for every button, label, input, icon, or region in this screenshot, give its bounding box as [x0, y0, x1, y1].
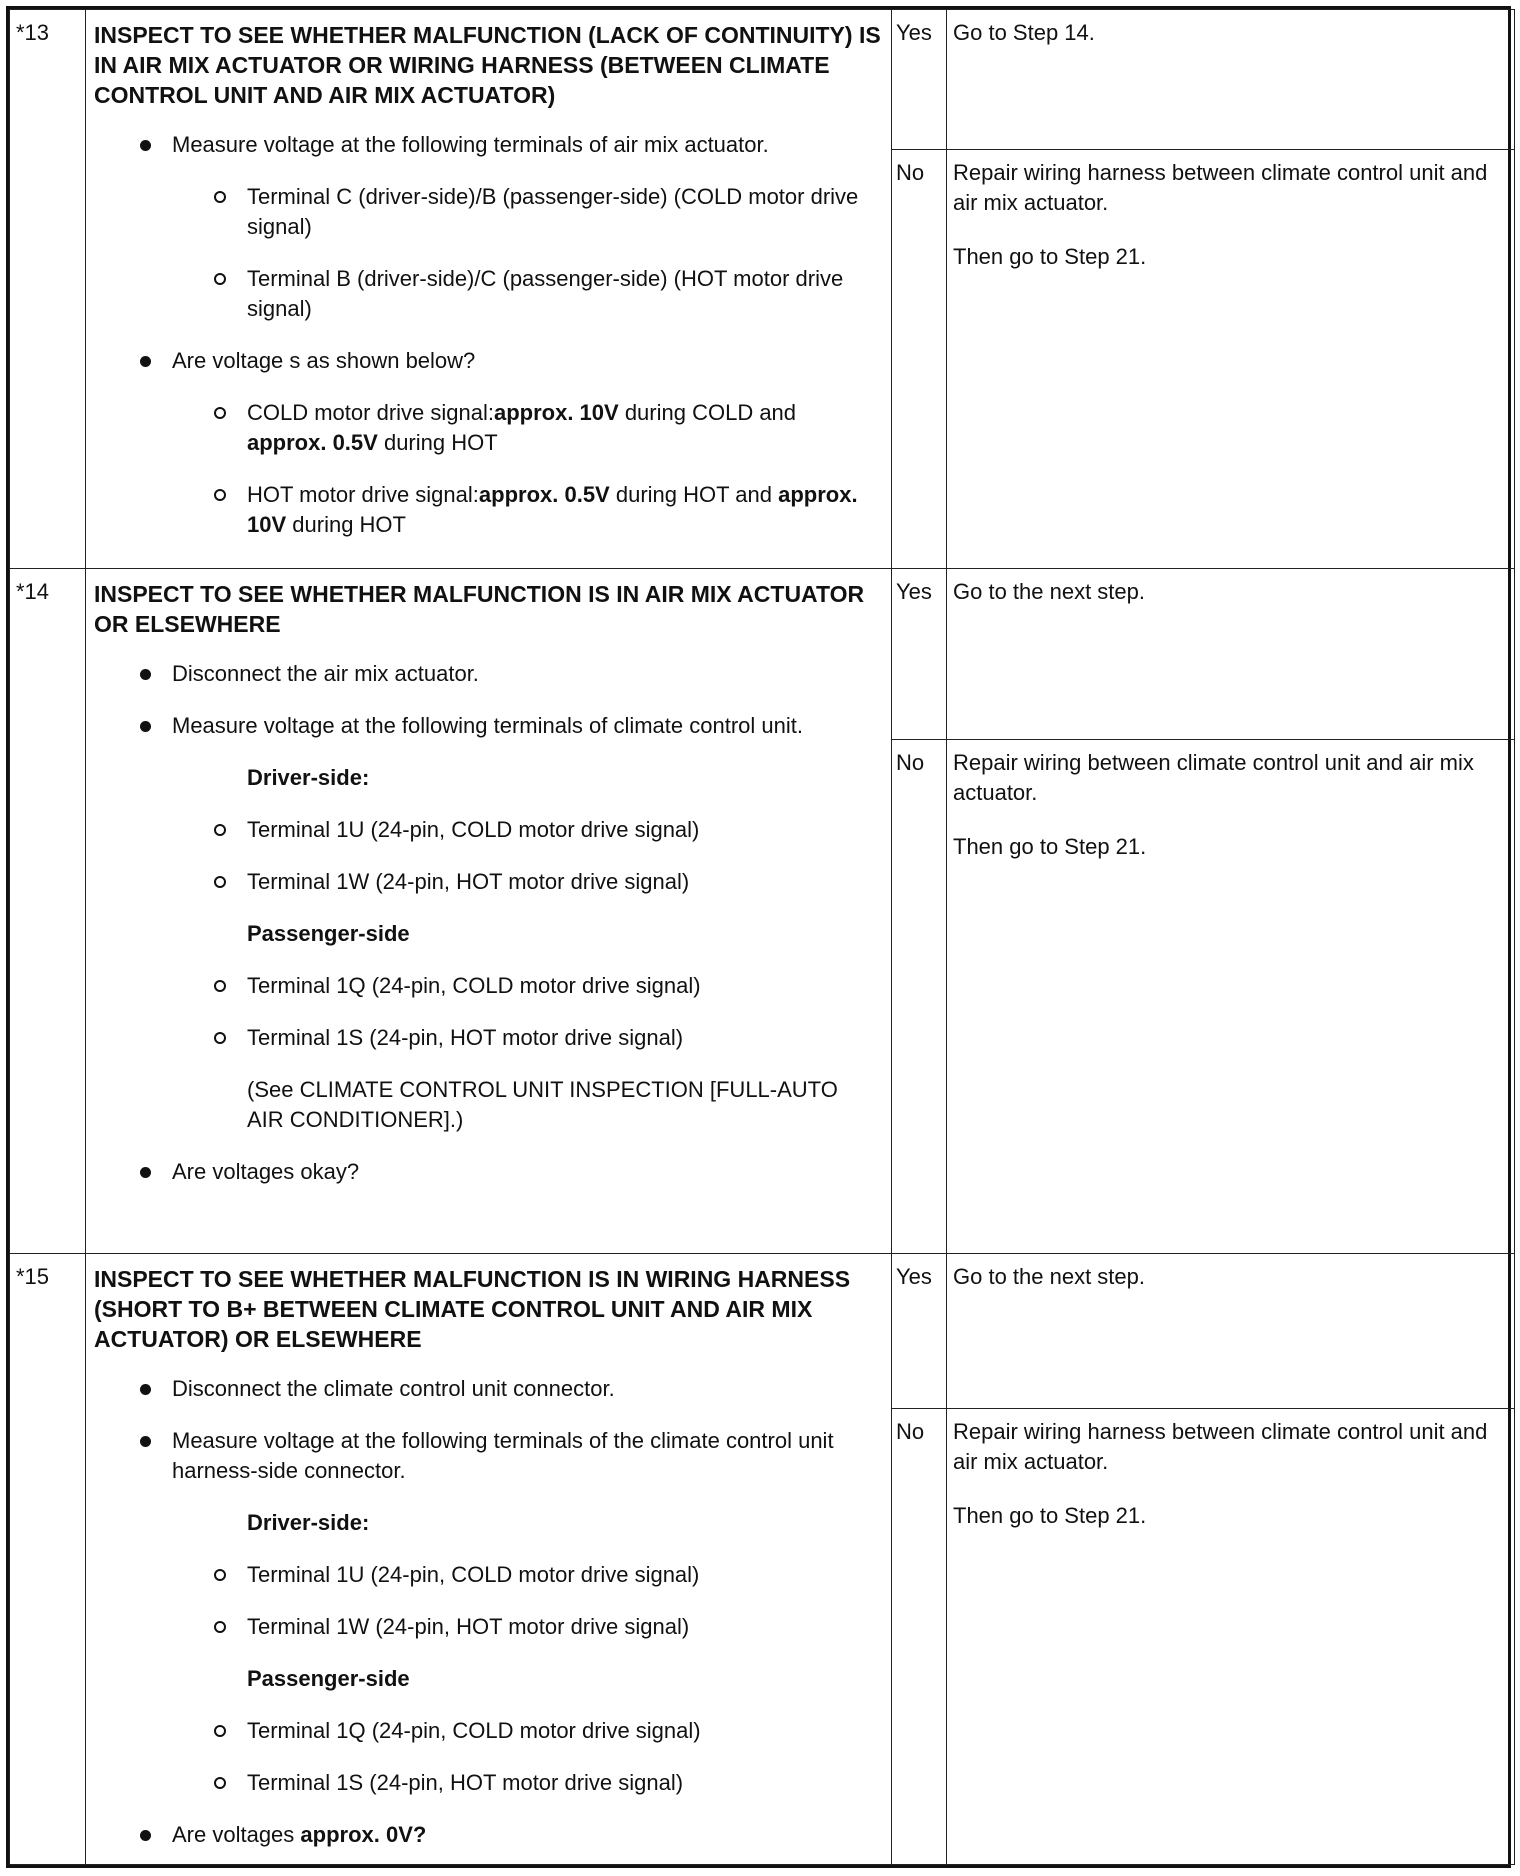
bullet-item: Disconnect the climate control unit connector. [94, 1374, 883, 1404]
bullet-icon [140, 721, 151, 732]
ring-bullet-icon [214, 876, 226, 888]
no-then: Then go to Step 21. [953, 244, 1147, 269]
side-heading: Driver-side: [247, 1510, 370, 1535]
side-heading: Driver-side: [247, 765, 370, 790]
sub-item: Terminal 1S (24-pin, HOT motor drive signal) [94, 1023, 883, 1053]
step-number: *14 [10, 569, 86, 1254]
sub-item: Terminal 1U (24-pin, COLD motor drive signal) [94, 1560, 883, 1590]
bullet-icon [140, 1830, 151, 1841]
ring-bullet-icon [214, 407, 226, 419]
sub-item: HOT motor drive signal:approx. 0.5V during HOT and approx. 10V during HOT [94, 480, 883, 540]
no-label: No [892, 740, 947, 1254]
bullet-icon [140, 1167, 151, 1178]
yes-label: Yes [892, 1254, 947, 1409]
yes-action: Go to the next step. [947, 1254, 1515, 1409]
sub-item: Terminal 1W (24-pin, HOT motor drive signal) [94, 867, 883, 897]
side-heading: Passenger-side [247, 1666, 410, 1691]
bullet-item: Are voltages approx. 0V? [94, 1820, 883, 1850]
bullet-icon [140, 1436, 151, 1447]
step-number: *15 [10, 1254, 86, 1865]
step-15-body [86, 1254, 892, 1865]
yes-label: Yes [892, 569, 947, 740]
step-13-yes-row [10, 10, 1515, 150]
step-title: INSPECT TO SEE WHETHER MALFUNCTION (LACK OF CONTINUITY) IS IN AIR MIX ACTUATOR OR WIRING HARNESS (BETWEEN CLIMATE CONTROL UNIT AND AIR MIX ACTUATOR) [94, 22, 881, 108]
bullet-item: Are voltages okay? [94, 1157, 883, 1187]
ring-bullet-icon [214, 273, 226, 285]
bullet-icon [140, 356, 151, 367]
ring-bullet-icon [214, 1621, 226, 1633]
no-action: Repair wiring harness between climate control unit and air mix actuator. [953, 160, 1488, 215]
no-action-cell [947, 740, 1515, 1254]
yes-label: Yes [892, 10, 947, 150]
no-action: Repair wiring harness between climate control unit and air mix actuator. [953, 1419, 1488, 1474]
no-action: Repair wiring between climate control unit and air mix actuator. [953, 750, 1474, 805]
bullet-icon [140, 1384, 151, 1395]
sub-item: Terminal 1Q (24-pin, COLD motor drive signal) [94, 971, 883, 1001]
sub-item: Terminal 1Q (24-pin, COLD motor drive signal) [94, 1716, 883, 1746]
no-then: Then go to Step 21. [953, 1503, 1147, 1528]
sub-item: COLD motor drive signal:approx. 10V during COLD and approx. 0.5V during HOT [94, 398, 883, 458]
no-then: Then go to Step 21. [953, 834, 1147, 859]
ring-bullet-icon [214, 980, 226, 992]
step-15-yes-row [10, 1254, 1515, 1409]
sub-item: Terminal B (driver-side)/C (passenger-side) (HOT motor drive signal) [94, 264, 883, 324]
reference-note: (See CLIMATE CONTROL UNIT INSPECTION [FULL-AUTO AIR CONDITIONER].) [247, 1077, 838, 1132]
procedure-sheet [6, 6, 1511, 1868]
procedure-table [9, 9, 1515, 1865]
yes-action: Go to the next step. [947, 569, 1515, 740]
ring-bullet-icon [214, 191, 226, 203]
bullet-item: Measure voltage at the following terminals of the climate control unit harness-side connector. [94, 1426, 883, 1486]
yes-action: Go to Step 14. [947, 10, 1515, 150]
bullet-icon [140, 669, 151, 680]
step-14-yes-row [10, 569, 1515, 740]
bullet-item: Disconnect the air mix actuator. [94, 659, 883, 689]
ring-bullet-icon [214, 824, 226, 836]
side-heading: Passenger-side [247, 921, 410, 946]
ring-bullet-icon [214, 1725, 226, 1737]
step-14-body [86, 569, 892, 1254]
sub-item: Terminal C (driver-side)/B (passenger-side) (COLD motor drive signal) [94, 182, 883, 242]
step-13-body [86, 10, 892, 569]
bullet-item: Are voltage s as shown below? [94, 346, 883, 376]
ring-bullet-icon [214, 1777, 226, 1789]
no-label: No [892, 150, 947, 569]
no-label: No [892, 1409, 947, 1865]
ring-bullet-icon [214, 1569, 226, 1581]
sub-item: Terminal 1U (24-pin, COLD motor drive signal) [94, 815, 883, 845]
no-action-cell [947, 1409, 1515, 1865]
bullet-icon [140, 140, 151, 151]
bullet-item: Measure voltage at the following terminals of air mix actuator. [94, 130, 883, 160]
sub-item: Terminal 1W (24-pin, HOT motor drive signal) [94, 1612, 883, 1642]
step-title: INSPECT TO SEE WHETHER MALFUNCTION IS IN WIRING HARNESS (SHORT TO B+ BETWEEN CLIMATE CONTROL UNIT AND AIR MIX ACTUATOR) OR ELSEWHERE [94, 1266, 851, 1352]
sub-item: Terminal 1S (24-pin, HOT motor drive signal) [94, 1768, 883, 1798]
ring-bullet-icon [214, 1032, 226, 1044]
bullet-item: Measure voltage at the following terminals of climate control unit. [94, 711, 883, 741]
step-title: INSPECT TO SEE WHETHER MALFUNCTION IS IN AIR MIX ACTUATOR OR ELSEWHERE [94, 581, 865, 637]
ring-bullet-icon [214, 489, 226, 501]
step-number: *13 [10, 10, 86, 569]
no-action-cell [947, 150, 1515, 569]
